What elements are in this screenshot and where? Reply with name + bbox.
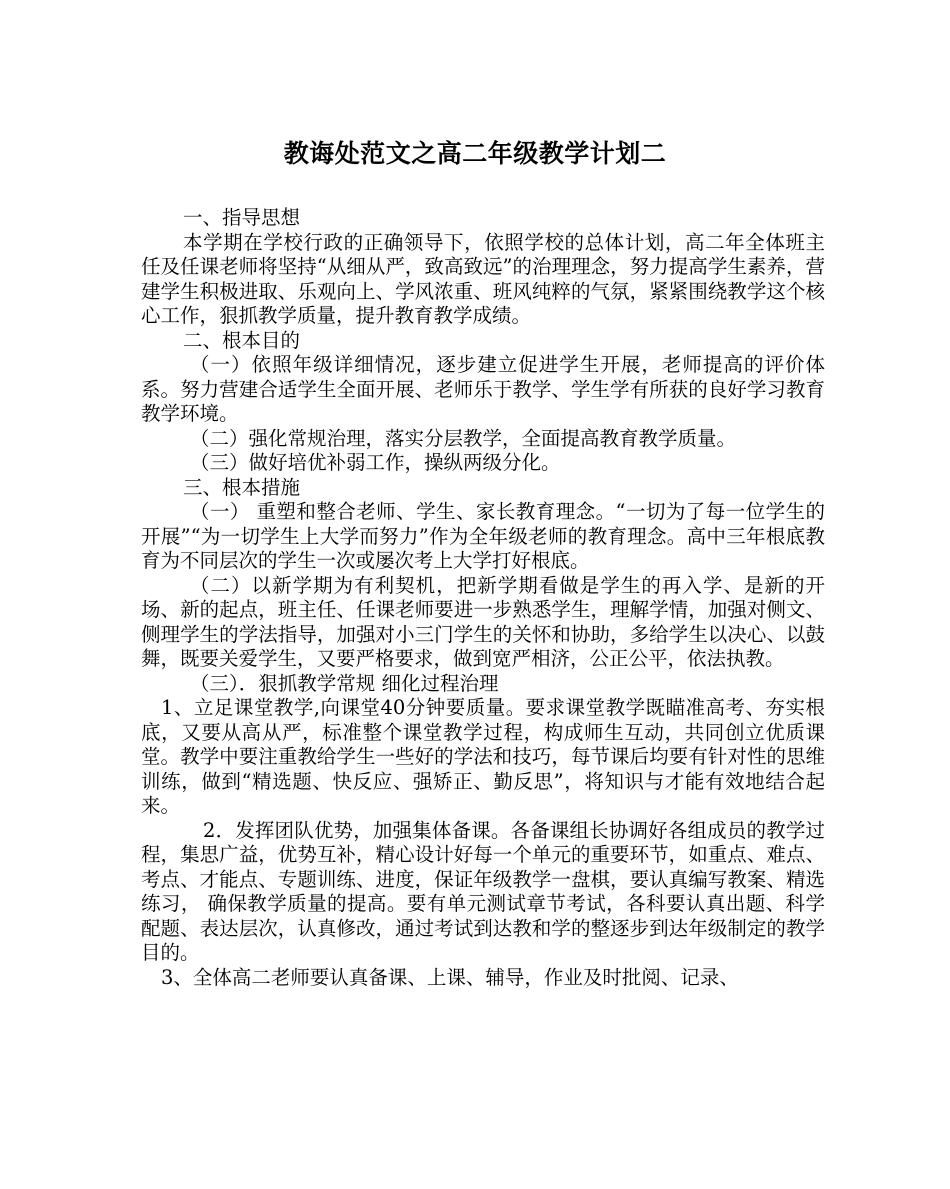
section-heading-guiding-thought: 一、指导思想: [183, 206, 301, 229]
measure-subitem-3: 3、全体高二老师要认真备课、上课、辅导，作业及时批阅、记录、: [161, 965, 739, 989]
document-title: 教诲处范文之高二年级教学计划二: [283, 139, 667, 168]
goal-item-2: （二）强化常规治理，落实分层教学，全面提高教育教学质量。: [190, 426, 737, 450]
section-heading-basic-goals: 二、根本目的: [183, 328, 301, 352]
goal-item-3: （三）做好培优补弱工作，操纵两级分化。: [190, 451, 561, 474]
measure-item-2: （二）以新学期为有利契机，把新学期看做是学生的再入学、是新的开场、新的起点，班主任、任课老师要进一步熟悉学生，理解学情，加强对侧文、侧理学生的学法指导，加强对小三门学生的关怀和协助，多给学生以决心、以鼓舞，既要关爱学生，又要严格要求，做到宽严相济，公正公平，依法执教。: [141, 573, 825, 670]
measure-subitem-1: 1、立足课堂教学,向课堂40分钟要质量。要求课堂教学既瞄准高考、夯实根底，又要从高从严，标准整个课堂教学过程，构成师生互动，共同创立优质课堂。教学中要注重教给学生一些好的学法和技巧，每节课后均要有针对性的思维训练，做到“精选题、快反应、强矫正、勤反思”，将知识与才能有效地结合起来。: [141, 696, 825, 817]
paragraph-guiding-thought: 本学期在学校行政的正确领导下，依照学校的总体计划，高二年全体班主任及任课老师将坚持“从细从严，致高致远”的治理理念，努力提高学生素养，营建学生积极进取、乐观向上、学风浓重、班风纯粹的气氛，紧紧围绕教学这个核心工作，狠抓教学质量，提升教育教学成绩。: [141, 230, 825, 327]
measure-item-1: （一） 重塑和整合老师、学生、家长教育理念。“一切为了每一位学生的开展”“为一切学生上大学而努力”作为全年级老师的教育理念。高中三年根底教育为不同层次的学生一次或屡次考上大学打好根底。: [141, 500, 825, 572]
document-body: [141, 206, 825, 990]
goal-item-1: （一）依照年级详细情况，逐步建立促进学生开展，老师提高的评价体系。努力营建合适学生全面开展、老师乐于教学、学生学有所获的良好学习教育教学环境。: [141, 353, 825, 425]
measure-subitem-2: 2．发挥团队优势，加强集体备课。各备课组长协调好各组成员的教学过程，集思广益，优势互补，精心设计好每一个单元的重要环节，如重点、难点、考点、才能点、专题训练、进度，保证年级教学一盘棋，要认真编写教案、精选练习， 确保教学质量的提高。要有单元测试章节考试，各科要认真出题、科学配题、表达层次，认真修改，通过考试到达教和学的整逐步到达年级制定的教学目的。: [141, 818, 825, 964]
section-heading-basic-measures: 三、根本措施: [183, 475, 301, 499]
measure-item-3-heading: （三）．狠抓教学常规 细化过程治理: [190, 671, 499, 695]
